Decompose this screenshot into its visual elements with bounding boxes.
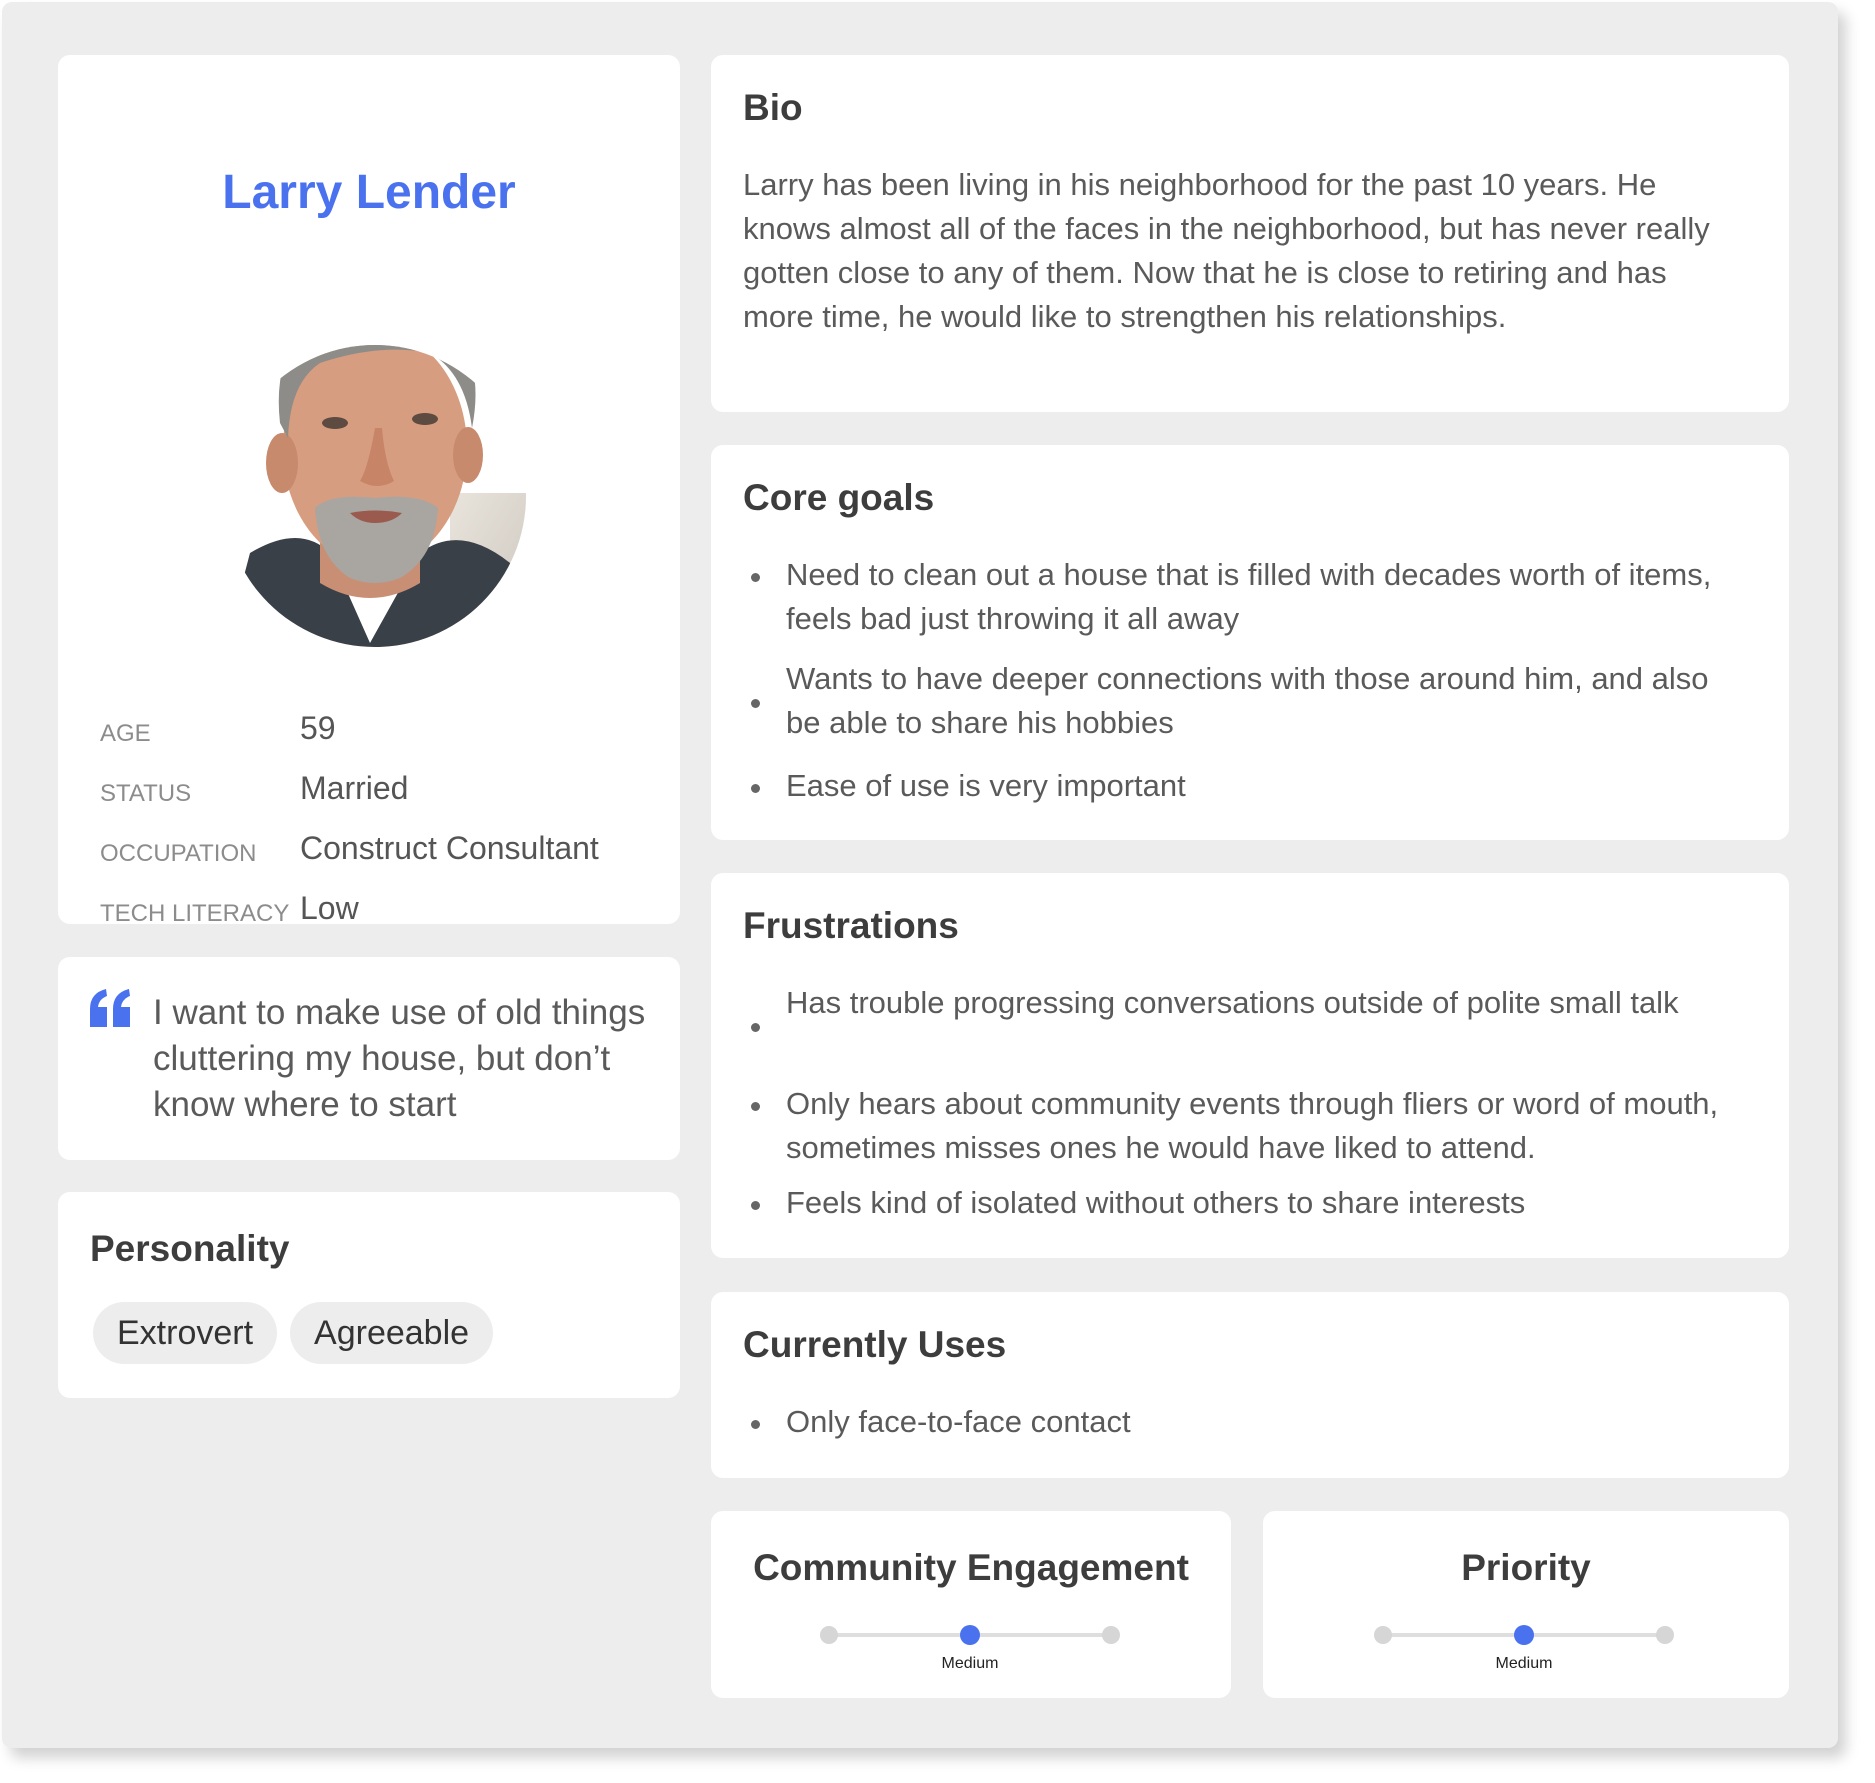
personality-card	[58, 1192, 680, 1398]
community-engagement-card	[711, 1511, 1231, 1698]
quote-text: I want to make use of old things cluttering my house, but don’t know where to start	[153, 993, 646, 1124]
bullet-icon	[751, 1420, 760, 1429]
personality-title: Personality	[90, 1228, 290, 1269]
core-goals-card	[711, 445, 1789, 840]
meter-point	[1374, 1626, 1392, 1644]
persona-board	[2, 2, 1838, 1748]
list-item-text: Feels kind of isolated without others to share interests	[786, 1185, 1526, 1220]
attribute-label: STATUS	[100, 780, 192, 807]
personality-tag: Extrovert	[93, 1302, 277, 1364]
list-item-text: Has trouble progressing conversations outside of polite small talk	[786, 985, 1679, 1020]
meter-point	[1656, 1626, 1674, 1644]
bio-card	[711, 55, 1789, 412]
attribute-status	[100, 770, 660, 810]
meter-point	[1102, 1626, 1120, 1644]
avatar	[210, 223, 528, 667]
bullet-icon	[751, 699, 760, 708]
list-item-text: Only hears about community events through fliers or word of mouth, sometimes misses ones he would have liked to attend.	[786, 1086, 1719, 1165]
list-item-text: Need to clean out a house that is filled with decades worth of items, feels bad just throwing it all away	[786, 557, 1712, 636]
meter-point-active	[960, 1625, 980, 1645]
personality-tag: Agreeable	[290, 1302, 493, 1364]
currently-uses-card	[711, 1292, 1789, 1478]
priority-meter	[1373, 1624, 1675, 1646]
core-goals-title: Core goals	[743, 477, 935, 518]
bullet-icon	[751, 784, 760, 793]
community-engagement-meter	[819, 1624, 1121, 1646]
meter-point-active	[1514, 1625, 1534, 1645]
community-engagement-title: Community Engagement	[753, 1547, 1189, 1588]
attribute-tech-literacy	[100, 890, 660, 930]
bullet-icon	[751, 1201, 760, 1210]
frustrations-title: Frustrations	[743, 905, 959, 946]
attribute-occupation	[100, 830, 660, 870]
list-item-text: Wants to have deeper connections with those around him, and also be able to share his hobbies	[786, 661, 1709, 740]
priority-level-label: Medium	[1495, 1655, 1553, 1672]
attribute-label: TECH LITERACY	[100, 900, 290, 927]
bio-title: Bio	[743, 87, 803, 128]
bullet-icon	[751, 1102, 760, 1111]
attribute-value: Construct Consultant	[300, 830, 599, 866]
community-engagement-level-label: Medium	[941, 1655, 999, 1672]
priority-card	[1263, 1511, 1789, 1698]
personality-tags	[93, 1302, 493, 1364]
frustrations-card	[711, 873, 1789, 1258]
persona-name: Larry Lender	[222, 166, 516, 219]
bullet-icon	[751, 1023, 760, 1032]
bullet-icon	[751, 573, 760, 582]
attribute-value: Married	[300, 770, 409, 806]
currently-uses-title: Currently Uses	[743, 1324, 1007, 1365]
attribute-label: AGE	[100, 720, 151, 747]
list-item-text: Only face-to-face contact	[786, 1404, 1131, 1439]
profile-card	[58, 55, 680, 927]
meter-point	[820, 1626, 838, 1644]
attribute-age	[100, 710, 660, 750]
priority-title: Priority	[1461, 1547, 1591, 1588]
attribute-label: OCCUPATION	[100, 840, 257, 867]
quote-icon	[88, 987, 132, 1027]
quote-card	[58, 957, 680, 1160]
list-item-text: Ease of use is very important	[786, 768, 1186, 803]
attribute-value: 59	[300, 710, 336, 746]
attribute-value: Low	[300, 890, 359, 926]
bio-text: Larry has been living in his neighborhood for the past 10 years. He knows almost all of the faces in the neighborhood, but has never really gotten close to any of them. Now that he is close to retiring and has more time, he would like to strengthen his relationships.	[743, 167, 1710, 334]
